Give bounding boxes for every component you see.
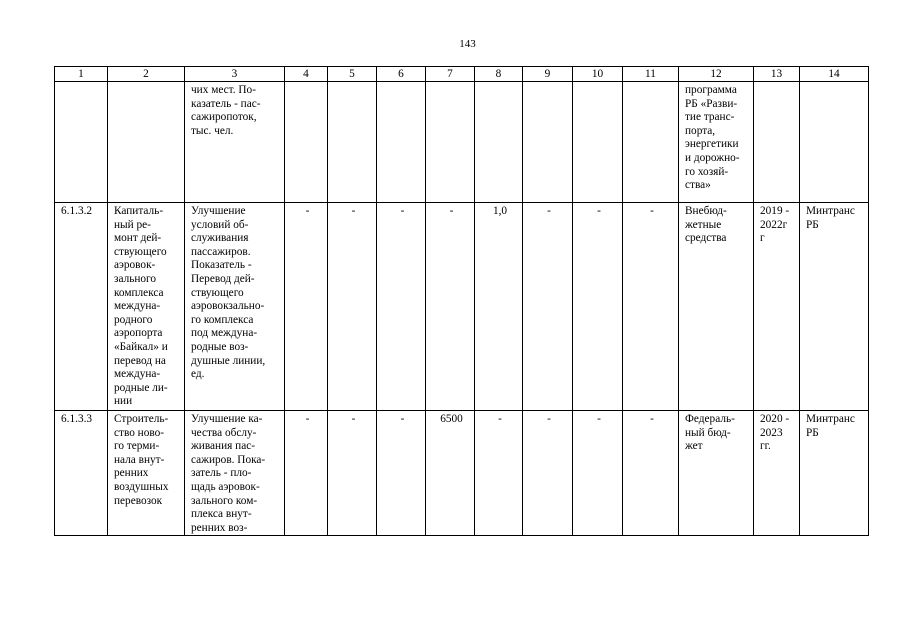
responsible-cell <box>800 82 869 203</box>
indicator-cell: Улучшение условий об- служивания пассажиров. Показатель - Перевод дей- ствующего аэровокзально- го комплекса под междуна- родные воз- душные линии, ед. <box>185 203 285 411</box>
item-number-cell: 6.1.3.2 <box>55 203 108 411</box>
header-cell: 2 <box>108 67 185 82</box>
value-cell: 1,0 <box>475 203 523 411</box>
header-cell: 14 <box>800 67 869 82</box>
header-cell: 9 <box>523 67 573 82</box>
value-cell: - <box>623 411 679 536</box>
value-cell: - <box>523 203 573 411</box>
period-cell <box>754 82 800 203</box>
value-cell <box>475 82 523 203</box>
value-cell: - <box>285 203 328 411</box>
value-cell <box>426 82 475 203</box>
value-cell: - <box>573 203 623 411</box>
value-cell <box>523 82 573 203</box>
value-cell: - <box>523 411 573 536</box>
measure-name-cell: Капиталь- ный ре- монт дей- ствующего аэровок- зального комплекса междуна- родного аэропорта «Байкал» и перевод на междуна- родные ли- нии <box>108 203 185 411</box>
indicator-cell: чих мест. По- казатель - пас- сажиропоток, тыс. чел. <box>185 82 285 203</box>
header-cell: 12 <box>679 67 754 82</box>
value-cell: - <box>377 203 426 411</box>
table-row <box>55 82 869 203</box>
value-cell <box>328 82 377 203</box>
value-cell <box>573 82 623 203</box>
header-cell: 8 <box>475 67 523 82</box>
header-cell: 13 <box>754 67 800 82</box>
value-cell: - <box>573 411 623 536</box>
period-cell: 2019 - 2022г г <box>754 203 800 411</box>
value-cell <box>285 82 328 203</box>
value-cell: - <box>377 411 426 536</box>
measure-name-cell <box>108 82 185 203</box>
header-cell: 6 <box>377 67 426 82</box>
item-number-cell <box>55 82 108 203</box>
value-cell: 6500 <box>426 411 475 536</box>
page-number: 143 <box>459 38 476 50</box>
indicator-cell: Улучшение ка- чества обслу- живания пас- сажиров. Пока- затель - пло- щадь аэровок- зального ком- плекса внут- ренних воз- <box>185 411 285 536</box>
measure-name-cell: Строитель- ство ново- го терми- нала внут- ренних воздушных перевозок <box>108 411 185 536</box>
responsible-cell: Минтранс РБ <box>800 203 869 411</box>
header-cell: 1 <box>55 67 108 82</box>
header-cell: 7 <box>426 67 475 82</box>
table-row <box>55 203 869 411</box>
funding-source-cell: Федераль- ный бюд- жет <box>679 411 754 536</box>
value-cell: - <box>328 411 377 536</box>
header-row <box>55 67 869 82</box>
responsible-cell: Минтранс РБ <box>800 411 869 536</box>
value-cell <box>623 82 679 203</box>
measures-table <box>54 66 869 536</box>
funding-source-cell: Внебюд- жетные средства <box>679 203 754 411</box>
header-cell: 4 <box>285 67 328 82</box>
value-cell: - <box>623 203 679 411</box>
period-cell: 2020 - 2023 гг. <box>754 411 800 536</box>
table-row <box>55 411 869 536</box>
header-cell: 3 <box>185 67 285 82</box>
header-cell: 11 <box>623 67 679 82</box>
value-cell: - <box>475 411 523 536</box>
header-cell: 10 <box>573 67 623 82</box>
value-cell: - <box>285 411 328 536</box>
header-cell: 5 <box>328 67 377 82</box>
value-cell: - <box>426 203 475 411</box>
value-cell <box>377 82 426 203</box>
funding-source-cell: программа РБ «Разви- тие транс- порта, энергетики и дорожно- го хозяй- ства» <box>679 82 754 203</box>
item-number-cell: 6.1.3.3 <box>55 411 108 536</box>
value-cell: - <box>328 203 377 411</box>
